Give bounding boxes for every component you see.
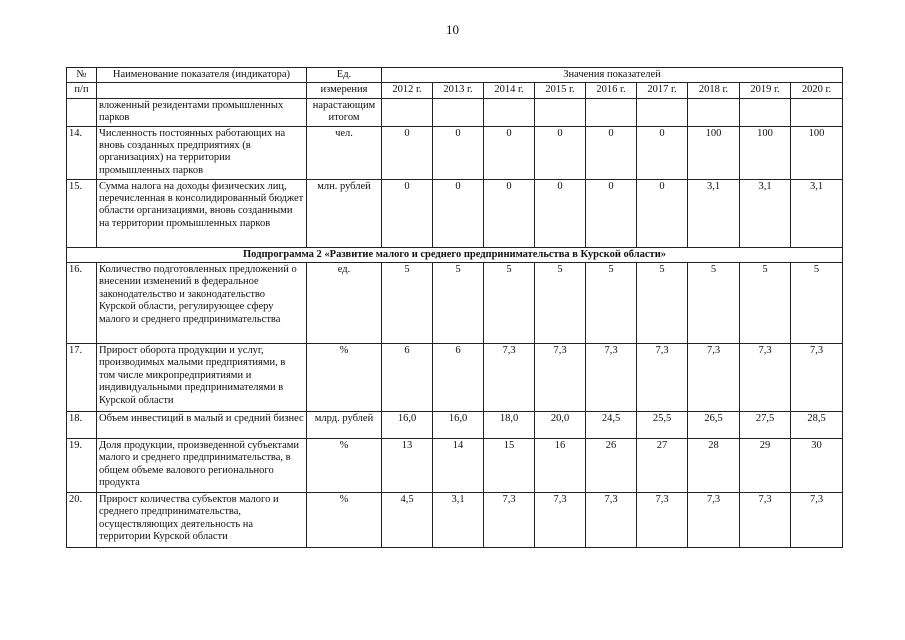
value-cell: 7,3 [688,344,740,412]
header-no: № [67,68,97,83]
value-cell: 5 [535,263,586,344]
value-cell: 27,5 [740,412,791,439]
header-name: Наименование показателя (индикатора) [97,68,307,83]
continuation-unit: нарастающим итогом [307,98,382,126]
value-cell: 16,0 [433,412,484,439]
value-cell: 7,3 [535,493,586,548]
row-number: 14. [67,126,97,179]
value-cell: 7,3 [586,493,637,548]
header-unit: Ед. [307,68,382,83]
indicator-name: Сумма налога на доходы физических лиц, перечисленная в консолидированный бюджет области организациями, вновь созданными на территории промышленных парков [97,179,307,247]
table-row [67,439,843,493]
value-cell: 7,3 [740,493,791,548]
value-cell: 7,3 [791,493,843,548]
page-number: 10 [446,22,459,37]
unit-of-measure: % [307,439,382,493]
unit-of-measure: ед. [307,263,382,344]
value-cell: 0 [484,179,535,247]
year-2015: 2015 г. [535,83,586,98]
value-cell: 0 [535,179,586,247]
table-row [67,493,843,548]
value-cell: 5 [484,263,535,344]
value-cell: 0 [637,179,688,247]
row-number: 18. [67,412,97,439]
value-cell: 26 [586,439,637,493]
value-cell: 7,3 [535,344,586,412]
value-cell: 100 [791,126,843,179]
unit-of-measure: чел. [307,126,382,179]
table-row [67,179,843,247]
value-cell: 0 [433,126,484,179]
section-title: Подпрограмма 2 «Развитие малого и среднего предпринимательства в Курской области» [67,247,843,262]
table-row [67,344,843,412]
value-cell: 5 [740,263,791,344]
value-cell: 16 [535,439,586,493]
header-no-sub: п/п [67,83,97,98]
value-cell: 5 [791,263,843,344]
value-cell: 30 [791,439,843,493]
row-number: 19. [67,439,97,493]
unit-of-measure: млн. рублей [307,179,382,247]
value-cell: 28 [688,439,740,493]
row-number: 20. [67,493,97,548]
value-cell: 0 [433,179,484,247]
value-cell: 25,5 [637,412,688,439]
table-row [67,263,843,344]
value-cell: 0 [535,126,586,179]
header-unit-sub: измерения [307,83,382,98]
value-cell: 100 [688,126,740,179]
value-cell: 3,1 [791,179,843,247]
continuation-no [67,98,97,126]
value-cell: 3,1 [433,493,484,548]
value-cell: 0 [586,126,637,179]
indicators-table [66,67,843,548]
value-cell: 0 [484,126,535,179]
value-cell: 3,1 [688,179,740,247]
value-cell: 0 [637,126,688,179]
value-cell: 0 [382,126,433,179]
value-cell: 0 [382,179,433,247]
value-cell: 15 [484,439,535,493]
continuation-name: вложенный резидентами промышленных парков [97,98,307,126]
table-row [67,126,843,179]
year-2013: 2013 г. [433,83,484,98]
value-cell: 7,3 [484,344,535,412]
value-cell: 5 [433,263,484,344]
value-cell: 27 [637,439,688,493]
indicator-name: Численность постоянных работающих на вновь созданных предприятиях (в организациях) на территории промышленных парков [97,126,307,179]
continuation-row [67,98,843,126]
value-cell: 5 [586,263,637,344]
year-2016: 2016 г. [586,83,637,98]
value-cell: 7,3 [791,344,843,412]
unit-of-measure: % [307,493,382,548]
value-cell: 13 [382,439,433,493]
value-cell: 6 [382,344,433,412]
header-name-blank [97,83,307,98]
value-cell: 16,0 [382,412,433,439]
year-2017: 2017 г. [637,83,688,98]
value-cell: 5 [382,263,433,344]
section-row [67,247,843,262]
value-cell: 0 [586,179,637,247]
indicator-name: Прирост оборота продукции и услуг, производимых малыми предприятиями, в том числе микропредприятиями и индивидуальными предпринимателями в Курской области [97,344,307,412]
header-row-1 [67,68,843,83]
value-cell: 18,0 [484,412,535,439]
indicator-name: Доля продукции, произведенной субъектами малого и среднего предпринимательства, в общем объеме валового регионального продукта [97,439,307,493]
indicator-name: Количество подготовленных предложений о внесении изменений в федеральное законодательство и законодательство Курской области, регулирующее сферу малого и среднего предпринимательства [97,263,307,344]
value-cell: 24,5 [586,412,637,439]
value-cell: 26,5 [688,412,740,439]
year-2014: 2014 г. [484,83,535,98]
value-cell: 7,3 [586,344,637,412]
value-cell: 5 [637,263,688,344]
value-cell: 4,5 [382,493,433,548]
row-number: 17. [67,344,97,412]
indicator-name: Объем инвестиций в малый и средний бизнес [97,412,307,439]
value-cell: 7,3 [637,344,688,412]
value-cell: 7,3 [637,493,688,548]
indicator-name: Прирост количества субъектов малого и среднего предпринимательства, осуществляющих деятельность на территории Курской области [97,493,307,548]
value-cell: 29 [740,439,791,493]
value-cell: 7,3 [484,493,535,548]
table-row [67,412,843,439]
value-cell: 5 [688,263,740,344]
value-cell: 3,1 [740,179,791,247]
unit-of-measure: % [307,344,382,412]
row-number: 16. [67,263,97,344]
header-row-2 [67,83,843,98]
value-cell: 7,3 [740,344,791,412]
value-cell: 28,5 [791,412,843,439]
value-cell: 20,0 [535,412,586,439]
year-2019: 2019 г. [740,83,791,98]
year-2020: 2020 г. [791,83,843,98]
unit-of-measure: млрд. рублей [307,412,382,439]
value-cell: 6 [433,344,484,412]
value-cell: 14 [433,439,484,493]
value-cell: 100 [740,126,791,179]
header-values: Значения показателей [382,68,843,83]
value-cell: 7,3 [688,493,740,548]
year-2012: 2012 г. [382,83,433,98]
row-number: 15. [67,179,97,247]
year-2018: 2018 г. [688,83,740,98]
